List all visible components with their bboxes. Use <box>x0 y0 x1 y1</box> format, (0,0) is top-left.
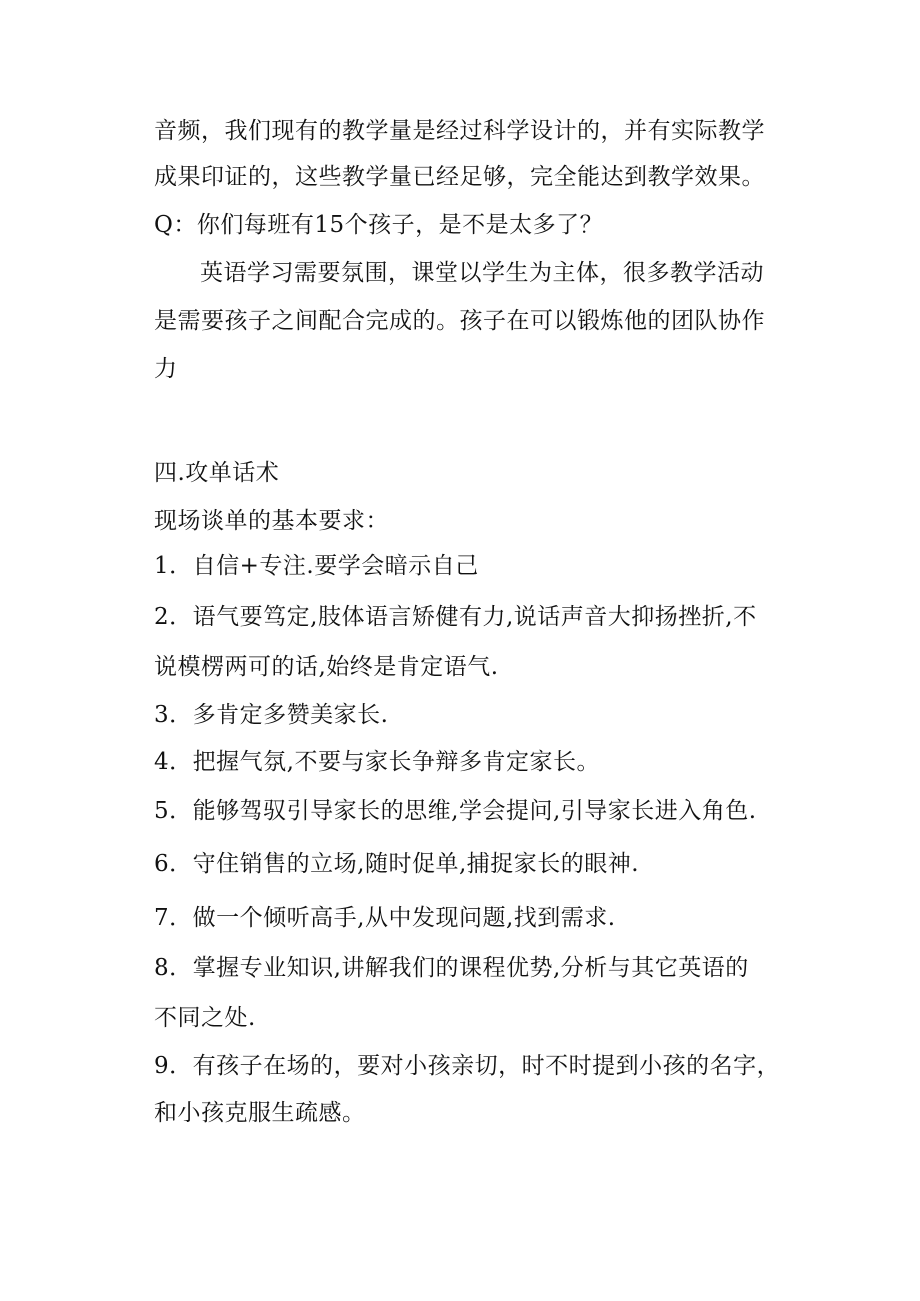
list-item: 9．有孩子在场的，要对小孩亲切，时不时提到小孩的名字， <box>154 1053 781 1079</box>
answer-line: 是需要孩子之间配合完成的。孩子在可以锻炼他的团队协作 <box>154 308 765 334</box>
question-line: Q：你们每班有15个孩子，是不是太多了？ <box>154 212 604 238</box>
section-heading: 四.攻单话术 <box>154 460 280 486</box>
answer-line: 英语学习需要氛围，课堂以学生为主体，很多教学活动 <box>200 260 764 286</box>
list-item: 6．守住销售的立场,随时促单,捕捉家长的眼神. <box>154 851 640 877</box>
list-item-continuation: 和小孩克服生疏感。 <box>154 1100 366 1126</box>
list-item: 4．把握气氛,不要与家长争辩多肯定家长。 <box>154 749 600 775</box>
list-item: 7．做一个倾听高手,从中发现问题,找到需求. <box>154 905 616 931</box>
list-item: 5．能够驾驭引导家长的思维,学会提问,引导家长进入角色. <box>154 798 757 824</box>
answer-line: 力 <box>154 356 178 382</box>
list-item: 8．掌握专业知识,讲解我们的课程优势,分析与其它英语的 <box>154 955 749 981</box>
list-item: 3．多肯定多赞美家长. <box>154 702 389 728</box>
list-item: 2．语气要笃定,肢体语言矫健有力,说话声音大抑扬挫折,不 <box>154 604 757 630</box>
paragraph-line: 成果印证的，这些教学量已经足够，完全能达到教学效果。 <box>154 164 765 190</box>
subheading: 现场谈单的基本要求： <box>154 508 389 534</box>
paragraph-line: 音频，我们现有的教学量是经过科学设计的，并有实际教学 <box>154 118 765 144</box>
list-item-continuation: 不同之处. <box>154 1005 256 1031</box>
list-item-continuation: 说模楞两可的话,始终是肯定语气. <box>154 654 499 680</box>
list-item: 1．自信+专注.要学会暗示自己 <box>154 553 479 579</box>
